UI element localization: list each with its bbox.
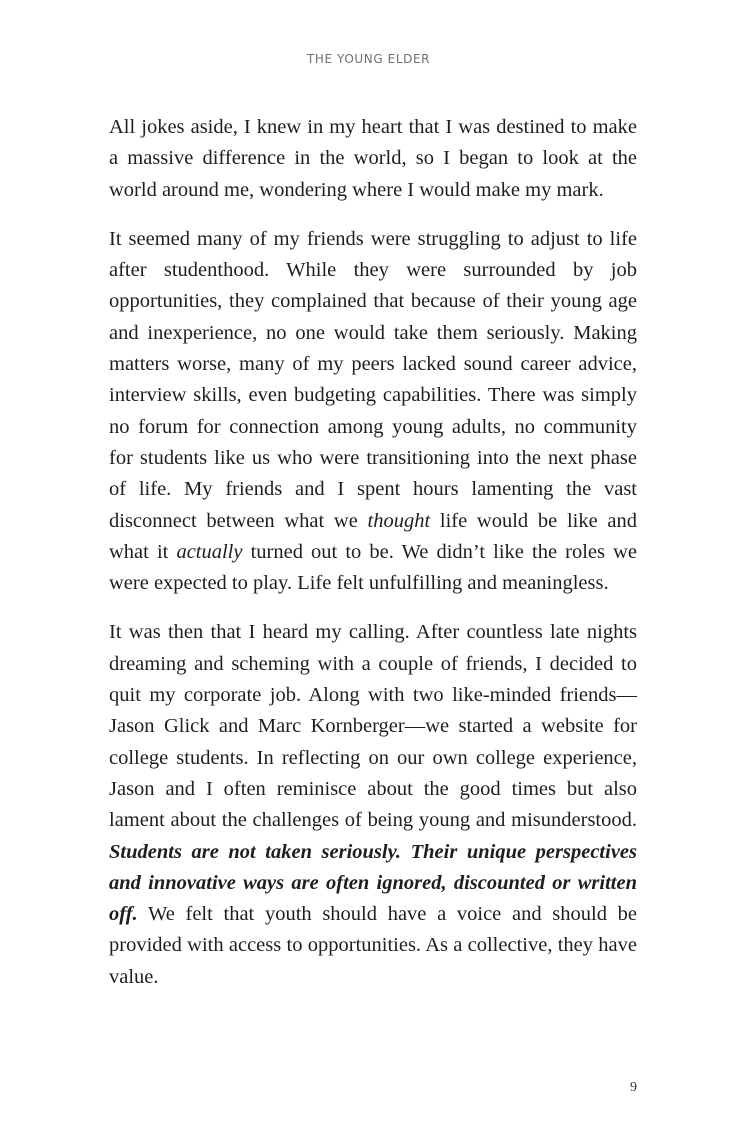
page-number: 9	[630, 1080, 637, 1095]
paragraph-1-text: All jokes aside, I knew in my heart that I was destined to make a massive difference in the world, so I began to look at the world around me, wondering where I would make my mark.	[109, 116, 637, 201]
paragraph-2-italic-actually: actually	[176, 540, 243, 563]
paragraph-3-emphasis: Students are not taken seriously. Their unique perspectives and innovative ways are often ignored, discounted or written off.	[109, 840, 637, 926]
paragraph-3-text-b: We felt that youth should have a voice and should be provided with access to opportunities. As a collective, they have value.	[109, 903, 637, 988]
paragraph-2-text-b: life would be like and what it	[109, 509, 637, 563]
body-text	[109, 112, 637, 993]
paragraph-2-italic-thought: thought	[367, 509, 431, 532]
running-header-title: THE YOUNG ELDER	[306, 52, 431, 66]
paragraph-1	[109, 112, 637, 206]
paragraph-3-text-a: It was then that I heard my calling. After countless late nights dreaming and scheming with a couple of friends, I decided to quit my corporate job. Along with two like-minded friends—Jason Glick and Marc Kornberger—we started a website for college students. In reflecting on our own college experience, Jason and I often reminisce about the good times but also lament about the challenges of being young and misunderstood.	[109, 621, 637, 832]
paragraph-2	[109, 224, 637, 600]
paragraph-2-text-a: It seemed many of my friends were struggling to adjust to life after studenthood. While they were surrounded by job opportunities, they complained that because of their young age and inexperience, no one would take them seriously. Making matters worse, many of my peers lacked sound career advice, interview skills, even budgeting capabilities. There was simply no forum for connection among young adults, no community for students like us who were transitioning into the next phase of life. My friends and I spent hours lamenting the vast disconnect between what we	[109, 227, 637, 532]
paragraph-2-text-c: turned out to be. We didn’t like the roles we were expected to play. Life felt unfulfilling and meaningless.	[109, 540, 637, 595]
paragraph-3	[109, 617, 637, 993]
